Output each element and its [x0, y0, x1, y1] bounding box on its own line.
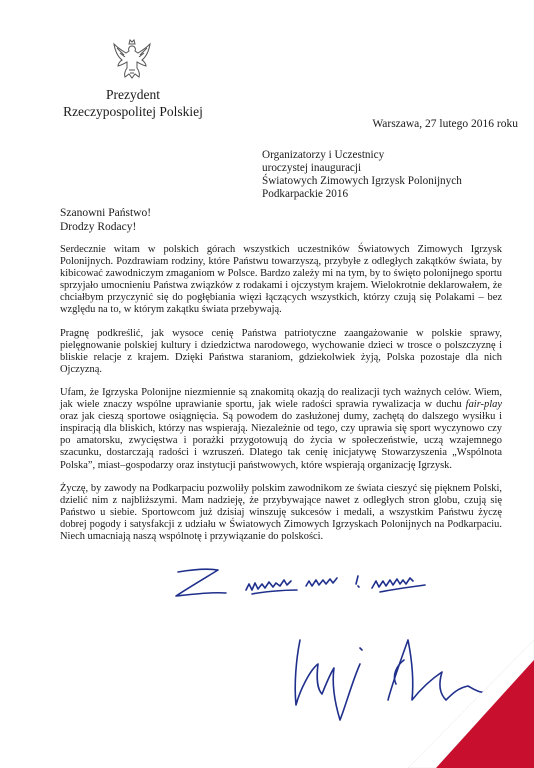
body-paragraph: Pragnę podkreślić, jak wysoce cenię Państwa patriotyczne zaangażowanie w polskie sprawy, pielęgnowanie polskiej kultury i dziedzictwa narodowego, wychowanie dzieci w trosce o polszczyznę i bliskie relacje z krajem. Dzięki Państwa staraniom, gdziekolwiek żyją, Polska pozostaje dla nich Ojczyzną.	[60, 327, 502, 375]
addressee-line: Organizatorzy i Uczestnicy	[262, 149, 385, 161]
body-paragraph: Ufam, że Igrzyska Polonijne niezmiennie są znakomitą okazją do realizacji tych ważnych celów. Wiem, jak wiele znaczy wspólne uprawianie sportu, jak wiele radości sprawia rywalizacja w duchu fair-play oraz jak cieszą sportowe osiągnięcia. Są powodem do zasłużonej dumy, zachętą do dalszego wysiłku i inspiracją dla bliskich, którzy nas wspierają. Niezależnie od tego, czy uprawia się sport wyczynowo czy po amatorsku, zwycięstwa i porażki przygotowują do życia w społeczeństwie, uczą wzajemnego szacunku, dostarczają radości i wzruszeń. Dlatego tak cenię inicjatywę Stowarzyszenia „Wspólnota Polska”, miast–gospodarzy oraz instytucji państwowych, które wspierają organizację Igrzysk.	[60, 386, 502, 471]
body-paragraph: Serdecznie witam w polskich górach wszystkich uczestników Światowych Zimowych Igrzysk Polonijnych. Pozdrawiam rodziny, które Państwu towarzyszą, przybyłe z odległych zakątków świata, by kibicować zawodniczym zmaganiom w Polsce. Bardzo zależy mi na tym, by to święto polonijnego sportu sprzyjało umocnieniu Państwa związków z rodakami i ojczystym krajem. Wielokrotnie deklarowałem, że chciałbym przyczynić się do pogłębiania więzi łączących wszystkich, którzy czują się Polakami – bez względu na to, w którym zakątku świata przebywają.	[60, 244, 502, 316]
salutation-line: Drodzy Rodacy!	[60, 221, 137, 233]
letter-date: Warszawa, 27 lutego 2016 roku	[372, 118, 518, 130]
emphasis-text: fair-play	[465, 399, 502, 411]
letterhead-title-line1: Prezydent	[106, 87, 160, 102]
salutation-line: Szanowni Państwo!	[60, 207, 152, 219]
body-paragraph: Życzę, by zawody na Podkarpaciu pozwoliły polskim zawodnikom ze świata cieszyć się pięknem Polski, dzielić nim z najbliższymi. Mam nadzieję, że przybywające nawet z odległych stron globu, czują się Państwo u siebie. Sportowcom już dzisiaj winszuję sukcesów i medali, a wszystkim Państwu życzę dobrej pogody i satysfakcji z udziału w Światowych Zimowych Igrzyskach Polonijnych na Podkarpaciu. Niech umacniają naszą wspólnotę i przywiązanie do polskości.	[60, 482, 502, 542]
addressee-line: uroczystej inauguracji	[262, 162, 362, 174]
addressee-line: Podkarpackie 2016	[262, 188, 349, 200]
addressee-line: Światowych Zimowych Igrzysk Polonijnych	[262, 175, 462, 187]
letterhead-title-line2: Rzeczypospolitej Polskiej	[63, 104, 203, 119]
